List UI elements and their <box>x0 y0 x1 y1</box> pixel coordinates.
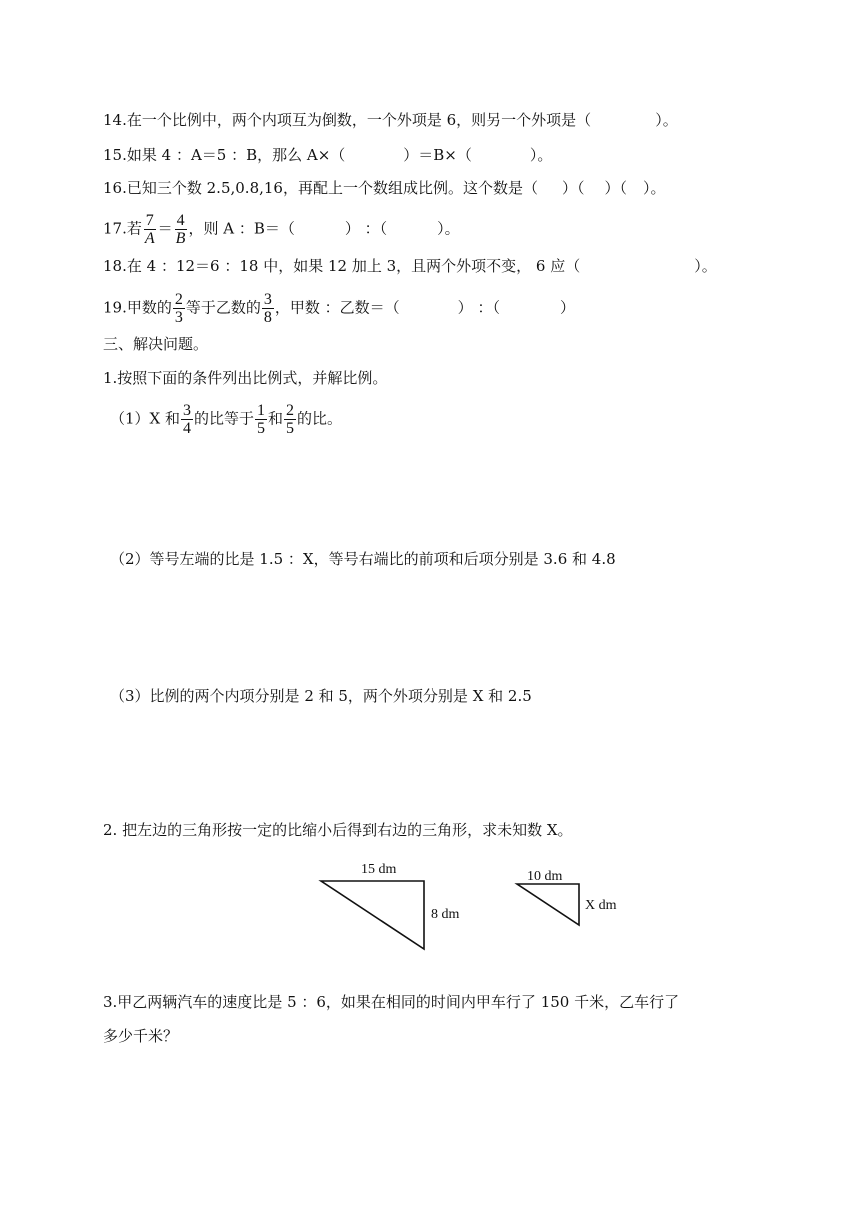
q17-fraction-1: $\frac{7}{A}$ <box>144 212 155 247</box>
large-triangle-side-label: 8 dm <box>431 907 460 922</box>
small-triangle <box>517 884 579 925</box>
q19-fraction-2: $\frac{3}{8}$ <box>263 291 272 326</box>
q18-close: ）。 <box>694 257 717 275</box>
q15-text-a: 如果 4 ：A＝5 ：B，那么 A×（ <box>126 146 346 164</box>
q17-fraction-2: $\frac{4}{B}$ <box>175 212 186 247</box>
problem-1-title: 1.按照下面的条件列出比例式，并解比例。 <box>103 369 388 387</box>
section-heading: 三、解决问题。 <box>103 335 209 353</box>
q17-pre: 若 <box>126 219 142 238</box>
problem-1-sub-2: （2）等号左端的比是 1.5 ：X，等号右端比的前项和后项分别是 3.6 和 4.8 <box>110 550 616 568</box>
q19-text-c: ，甲数 ：乙数＝（ <box>274 298 400 317</box>
q15-number: 15. <box>103 146 127 164</box>
problem-3-line-1: 3.甲乙两辆汽车的速度比是 5 ：6，如果在相同的时间内甲车行了 150 千米，乙车行了 <box>103 993 680 1011</box>
p1s1-fraction-2: $\frac{1}{5}$ <box>257 402 266 437</box>
q18-number: 18. <box>103 257 127 275</box>
q14-close: ）。 <box>655 111 678 129</box>
q16-text: 已知三个数 2.5,0.8,16，再配上一个数组成比例。这个数是（ <box>126 179 538 197</box>
q17-end: ）。 <box>437 219 460 238</box>
q16-number: 16. <box>103 179 127 197</box>
p1s1-text-b: 的比等于 <box>194 409 255 428</box>
q15-text-c: ）。 <box>529 146 553 164</box>
q17-post: ，则 A ：B＝（ <box>188 219 295 238</box>
q18-text: 在 4 ：12＝6 ：18 中，如果 12 加上 3，且两个外项不变， 6 应（ <box>126 257 581 275</box>
p1s1-text-c: 和 <box>268 409 284 428</box>
q19-text-a: 甲数的 <box>126 298 172 317</box>
p1s1-fraction-1: $\frac{3}{4}$ <box>183 402 191 437</box>
problem-1-sub-3: （3）比例的两个内项分别是 2 和 5，两个外项分别是 X 和 2.5 <box>110 687 532 705</box>
large-triangle-top-label: 15 dm <box>361 862 397 877</box>
q19-text-e: ） <box>559 298 575 317</box>
q16-paren-1: ）（ <box>561 179 585 197</box>
q14-number: 14. <box>103 111 127 129</box>
problem-2-title: 2. 把左边的三角形按一定的比缩小后得到右边的三角形，求未知数 X。 <box>103 821 573 839</box>
q17-number: 17. <box>103 219 127 238</box>
large-triangle <box>321 881 424 949</box>
p1s1-text-d: 的比。 <box>297 409 343 428</box>
problem-3-line-2: 多少千米？ <box>103 1027 179 1045</box>
q16-paren-2: ）（ <box>604 179 627 197</box>
q19-fraction-1: $\frac{2}{3}$ <box>174 291 183 326</box>
q17-mid: ） ：（ <box>344 219 388 238</box>
q19-text-d: ） ：（ <box>457 298 500 317</box>
q15-text-b: ）＝B×（ <box>403 146 472 164</box>
p1s1-text-a: （1）X 和 <box>110 409 180 428</box>
q17-equals: ＝ <box>157 219 173 238</box>
q14-text: 在一个比例中，两个内项互为倒数，一个外项是 6，则另一个外项是（ <box>126 111 592 129</box>
q16-paren-3: ）。 <box>643 179 666 197</box>
q19-text-b: 等于乙数的 <box>185 298 261 317</box>
small-triangle-top-label: 10 dm <box>527 869 563 884</box>
q19-number: 19. <box>103 298 127 317</box>
p1s1-fraction-3: $\frac{2}{5}$ <box>286 402 295 437</box>
small-triangle-side-label: X dm <box>585 898 617 913</box>
